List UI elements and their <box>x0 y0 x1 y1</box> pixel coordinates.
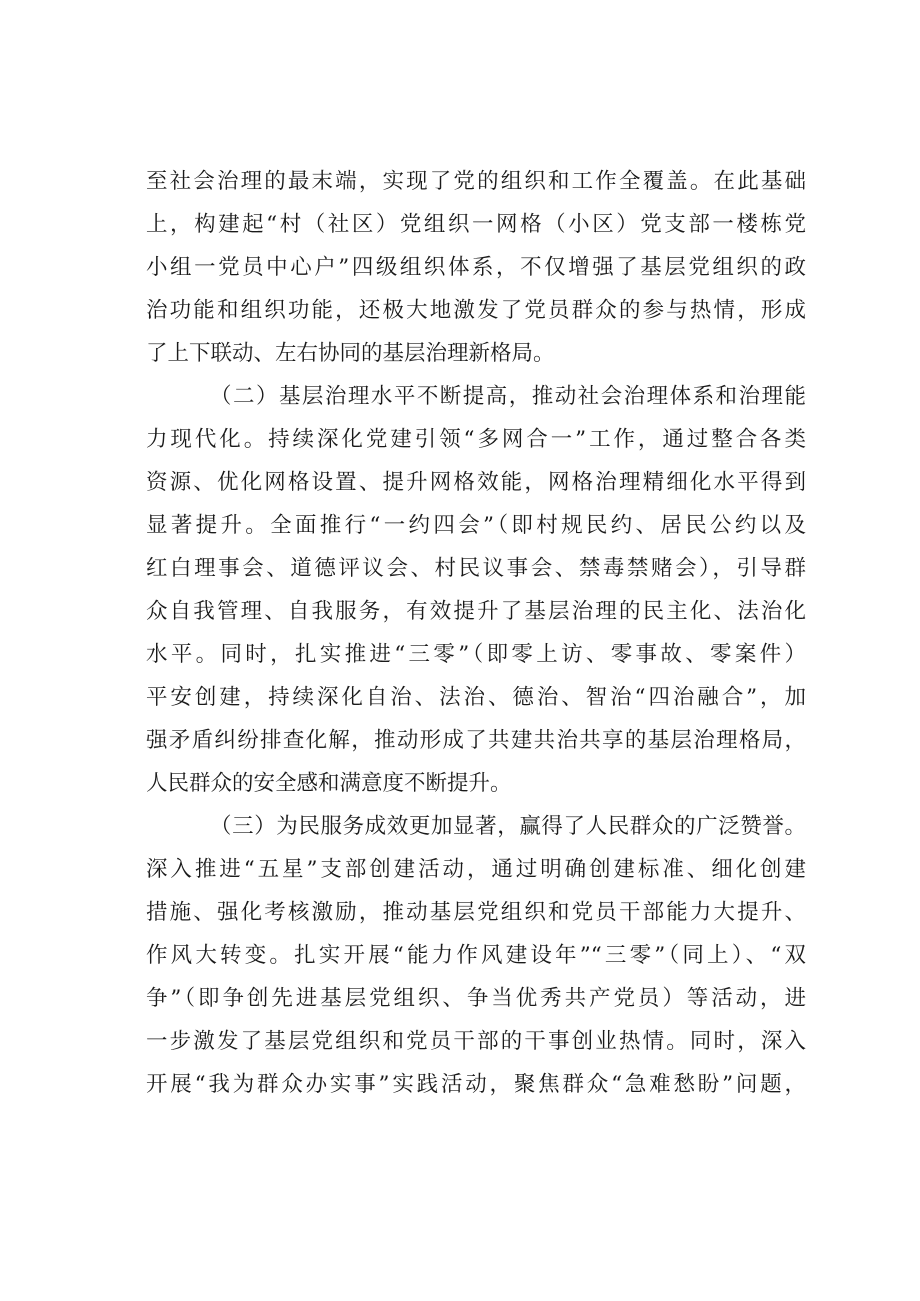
paragraph-line: 显著提升。全面推行“一约四会”（即村规民约、居民公约以及 <box>146 513 806 538</box>
paragraph-line: 治功能和组织功能，还极大地激发了党员群众的参与热情，形成 <box>146 298 806 323</box>
paragraph-line: 争”（即争创先进基层党组织、争当优秀共产党员）等活动，进 <box>146 986 806 1011</box>
paragraph-line: 水平。同时，扎实推进“三零”（即零上访、零事故、零案件） <box>146 642 806 667</box>
paragraph-line: 开展“我为群众办实事”实践活动，聚焦群众“急难愁盼”问题， <box>146 1072 806 1097</box>
paragraph-line: 红白理事会、道德评议会、村民议事会、禁毒禁赌会），引导群 <box>146 556 806 581</box>
paragraph-heading-line: （三）为民服务成效更加显著，赢得了人民群众的广泛赞誉。 <box>210 814 806 839</box>
paragraph-line: 人民群众的安全感和满意度不断提升。 <box>146 771 512 796</box>
paragraph-line: 平安创建，持续深化自治、法治、德治、智治“四治融合”，加 <box>146 685 806 710</box>
paragraph-line: 上，构建起“村（社区）党组织一网格（小区）党支部一楼栋党 <box>146 212 806 237</box>
paragraph-line: 了上下联动、左右协同的基层治理新格局。 <box>146 341 555 366</box>
paragraph-line: 众自我管理、自我服务，有效提升了基层治理的民主化、法治化 <box>146 599 806 624</box>
document-body <box>146 160 806 1106</box>
paragraph-line: 措施、强化考核激励，推动基层党组织和党员干部能力大提升、 <box>146 900 806 925</box>
paragraph-line: 一步激发了基层党组织和党员干部的干事创业热情。同时，深入 <box>146 1029 806 1054</box>
paragraph-line: 小组一党员中心户”四级组织体系，不仅增强了基层党组织的政 <box>146 255 806 280</box>
paragraph-line: 强矛盾纠纷排查化解，推动形成了共建共治共享的基层治理格局， <box>146 728 806 753</box>
paragraph-heading-line: （二）基层治理水平不断提高，推动社会治理体系和治理能 <box>210 384 806 409</box>
paragraph-line: 深入推进“五星”支部创建活动，通过明确创建标准、细化创建 <box>146 857 806 882</box>
paragraph-line: 作风大转变。扎实开展“能力作风建设年”“三零”（同上）、“双 <box>146 943 806 968</box>
paragraph-line: 至社会治理的最末端，实现了党的组织和工作全覆盖。在此基础 <box>146 169 806 194</box>
paragraph-line: 资源、优化网格设置、提升网格效能，网格治理精细化水平得到 <box>146 470 806 495</box>
paragraph-line: 力现代化。持续深化党建引领“多网合一”工作，通过整合各类 <box>146 427 806 452</box>
